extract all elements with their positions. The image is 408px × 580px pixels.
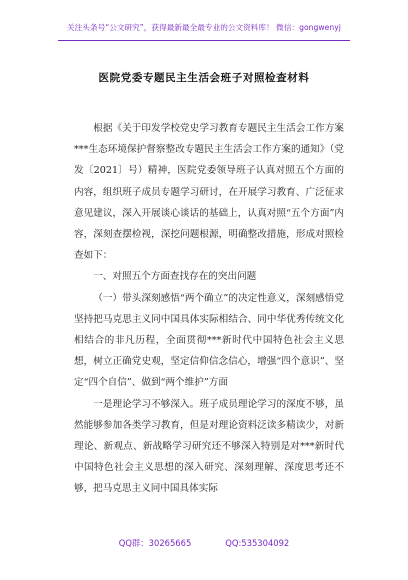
paragraph-problem-1: 一是理论学习不够深入。班子成员理论学习的深度不够，虽然能够参加各类学习教育，但是对理论资料泛读多精读少，对新理论、新观点、新战略学习研究还不够深入特别是对***新时代中国特色社会主义思想的深入研究、深刻理解、深度思考还不够，把马克思主义同中国具体实际 — [74, 398, 344, 495]
document-body — [74, 118, 344, 500]
footer-qq: QQ:535304092 — [225, 538, 290, 548]
document-title: 医院党委专题民主生活会班子对照检查材料 — [98, 72, 310, 84]
header-divider — [58, 40, 350, 41]
subsection-heading-1: （一）带头深刻感悟“两个确立”的决定性意义，深刻感悟党坚持把马克思主义同中国具体实际相结合、同中华优秀传统文化相结合的非凡历程，全面贯彻***新时代中国特色社会主义思想，树立正确党史观，坚定信仰信念信心，增强“四个意识”、坚定“四个自信”、做到“两个维护”方面 — [74, 292, 344, 389]
paragraph-intro: 根据《关于印发学校党史学习教育专题民主生活会工作方案***生态环境保护督察整改专题民主生活会工作方案的通知》（党发〔2021〕号）精神，医院党委领导班子认真对照五个方面的内容，组织班子成员专题学习研讨，在开展学习教育、广泛征求意见建议，深入开展谈心谈话的基础上，认真对照“五个方面”内容，深刻查摆检视，深挖问题根源，明确整改措施，形成对照检查如下： — [74, 123, 344, 262]
footer-qq-group: QQ群：30265665 — [118, 538, 192, 548]
footer-contact — [0, 537, 408, 549]
header-banner: 关注头条号“公文研究”，获得最新最全最专业的公文资料库！ 微信：gongwenyj — [67, 23, 341, 32]
section-heading-1: 一、对照五个方面查找存在的突出问题 — [93, 271, 257, 283]
